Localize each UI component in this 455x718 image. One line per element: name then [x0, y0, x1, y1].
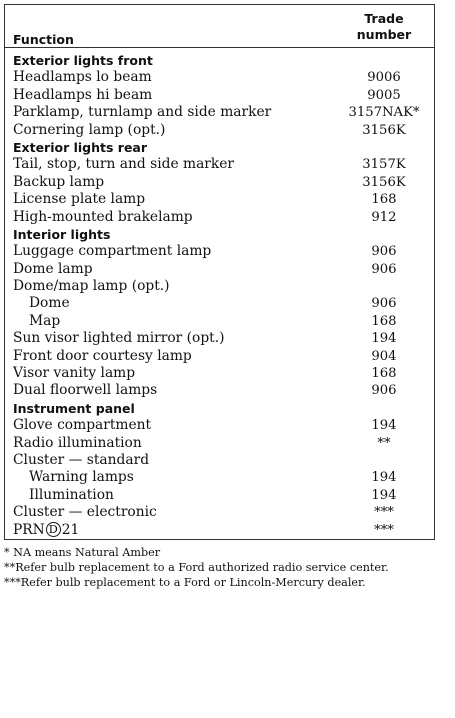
function-name: Cornering lamp (opt.) [13, 121, 166, 138]
function-name: Glove compartment [13, 417, 152, 434]
prnd-prefix: PRN [13, 521, 45, 538]
trade-number: 168 [371, 192, 397, 208]
function-name: Luggage compartment lamp [13, 243, 212, 260]
bulb-table [4, 4, 435, 540]
trade-number: 906 [371, 244, 397, 260]
trade-number: 906 [371, 296, 397, 312]
table-row [5, 122, 434, 139]
trade-number: 9006 [367, 70, 401, 86]
section-header-row [5, 139, 434, 156]
trade-number: 194 [371, 418, 397, 434]
table-row [5, 452, 434, 469]
section-title: Exterior lights rear [13, 139, 148, 155]
trade-number: 3157NAK* [348, 105, 420, 121]
function-name: License plate lamp [13, 191, 146, 208]
table-body [5, 52, 434, 539]
function-name: Dome lamp [13, 260, 93, 277]
table-row [5, 243, 434, 260]
function-name: Sun visor lighted mirror (opt.) [13, 330, 225, 347]
function-name: Headlamps lo beam [13, 69, 152, 86]
function-name: Parklamp, turnlamp and side marker [13, 104, 272, 121]
table-header [5, 5, 434, 48]
section-header-row [5, 52, 434, 69]
table-row [5, 295, 434, 312]
table-row [5, 69, 434, 86]
trade-number: 3157K [362, 157, 406, 173]
table-row [5, 87, 434, 104]
section-title: Interior lights [13, 226, 111, 242]
function-name: Illumination [29, 486, 114, 503]
table-row [5, 278, 434, 295]
section-title: Exterior lights front [13, 53, 153, 68]
table-row [5, 330, 434, 347]
function-name: Dome/map lamp (opt.) [13, 278, 170, 295]
function-name: Cluster — standard [13, 451, 150, 468]
table-row [5, 417, 434, 434]
table-row [5, 191, 434, 208]
trade-label-line2: number [356, 27, 412, 42]
table-row [5, 435, 434, 452]
section-header-row [5, 400, 434, 417]
function-name: Cluster — electronic [13, 504, 157, 521]
trade-number: 168 [371, 366, 397, 382]
function-name: Front door courtesy lamp [13, 347, 192, 364]
trade-number: 194 [371, 331, 397, 347]
function-name: Map [29, 312, 61, 329]
trade-number: 906 [371, 261, 397, 277]
table-row [5, 104, 434, 121]
table-row [5, 487, 434, 504]
table-row [5, 209, 434, 226]
table-row [5, 365, 434, 382]
section-title: Instrument panel [13, 400, 135, 416]
footnote-dealer: ***Refer bulb replacement to a Ford or Lincoln-Mercury dealer. [4, 576, 366, 589]
trade-number: 168 [371, 313, 397, 329]
trade-number: 906 [371, 383, 397, 399]
trade-label-line1: Trade [364, 11, 404, 26]
table-row [5, 504, 434, 521]
trade-number-column-header [344, 11, 424, 43]
function-name: Dome [29, 295, 70, 312]
function-name: Tail, stop, turn and side marker [13, 156, 235, 173]
circled-d-symbol: D [46, 522, 61, 537]
trade-number: 194 [371, 470, 397, 486]
table-row [5, 156, 434, 173]
function-name: High-mounted brakelamp [13, 208, 193, 225]
function-name: Visor vanity lamp [13, 365, 136, 382]
trade-number: 9005 [367, 87, 401, 103]
table-row [5, 522, 434, 539]
function-name: Backup lamp [13, 173, 105, 190]
trade-number: ** [377, 435, 391, 451]
table-row [5, 313, 434, 330]
trade-number: *** [374, 522, 394, 538]
table-row [5, 174, 434, 191]
trade-number: *** [374, 505, 394, 521]
footnote-natural-amber: * NA means Natural Amber [4, 546, 161, 559]
table-row [5, 382, 434, 399]
trade-number: 3156K [362, 174, 406, 190]
function-name: Radio illumination [13, 434, 142, 451]
function-name: Warning lamps [29, 469, 134, 486]
table-row [5, 261, 434, 278]
function-column-header: Function [13, 32, 74, 47]
trade-number: 3156K [362, 122, 406, 138]
footnotes [4, 545, 449, 590]
trade-number: 194 [371, 487, 397, 503]
function-name [13, 522, 79, 539]
trade-number: 912 [371, 209, 397, 225]
prnd-suffix: 21 [61, 521, 80, 538]
footnote-radio-service: **Refer bulb replacement to a Ford authorized radio service center. [4, 561, 389, 574]
section-header-row [5, 226, 434, 243]
table-row [5, 348, 434, 365]
trade-number: 904 [371, 348, 397, 364]
function-name: Dual floorwell lamps [13, 382, 158, 399]
table-row [5, 469, 434, 486]
function-name: Headlamps hi beam [13, 86, 153, 103]
